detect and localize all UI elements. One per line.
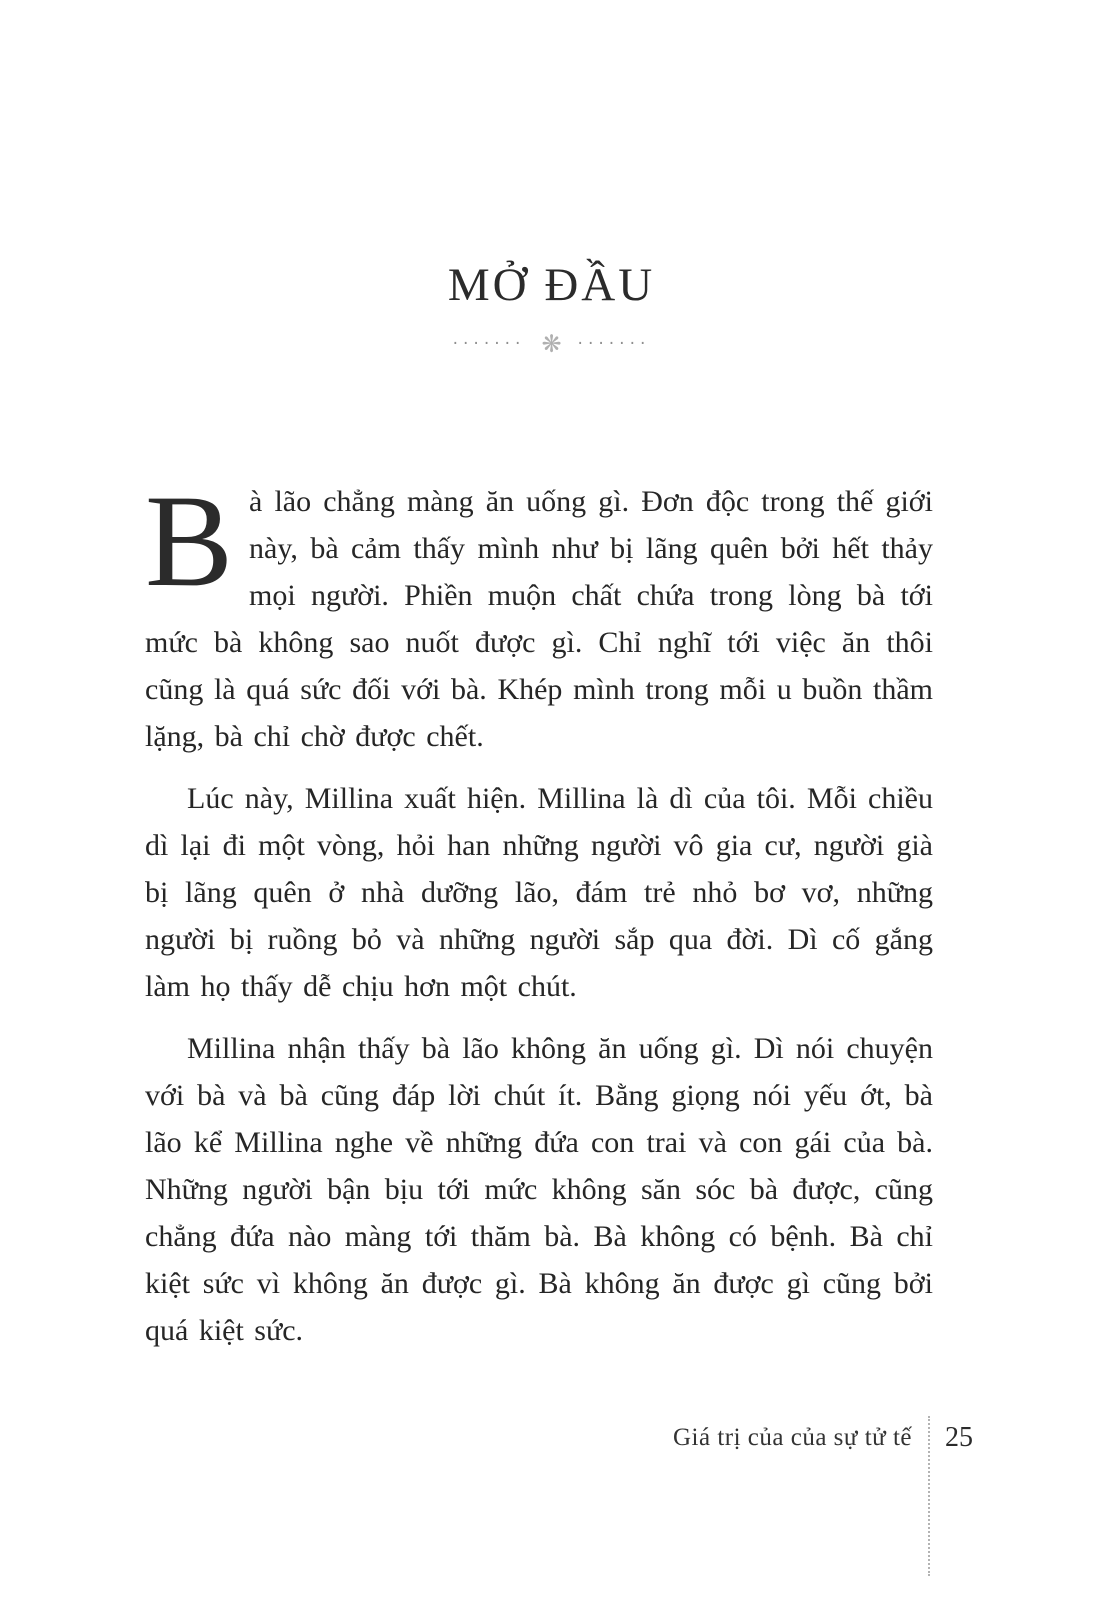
paragraph-1	[145, 467, 933, 760]
ornament-dots-right: ·······	[577, 334, 651, 354]
ornament-dots-left: ·······	[452, 334, 526, 354]
flower-icon: ❋	[541, 330, 562, 358]
running-title: Giá trị của của sự tử tế	[672, 1424, 912, 1451]
body-text	[145, 467, 933, 1369]
page-footer	[673, 1416, 973, 1576]
paragraph-2: Lúc này, Millina xuất hiện. Millina là dì của tôi. Mỗi chiều dì lại đi một vòng, hỏi han những người vô gia cư, người già bị lãng quên ở nhà dưỡng lão, đám trẻ nhỏ bơ vơ, những người bị ruồng bỏ và những người sắp qua đời. Dì cố gắng làm họ thấy dễ chịu hơn một chút.	[145, 782, 933, 1003]
paragraph-1-text: à lão chẳng màng ăn uống gì. Đơn độc trong thế giới này, bà cảm thấy mình như bị lãng quên bởi hết thảy mọi người. Phiền muộn chất chứa trong lòng bà tới mức bà không sao nuốt được gì. Chỉ nghĩ tới việc ăn thôi cũng là quá sức đối với bà. Khép mình trong mỗi u buồn thầm lặng, bà chỉ chờ được chết.	[145, 485, 933, 753]
chapter-title: MỞ ĐẦU	[447, 259, 656, 311]
ornament-divider	[0, 330, 1103, 358]
paragraph-3: Millina nhận thấy bà lão không ăn uống gì. Dì nói chuyện với bà và bà cũng đáp lời chút ít. Bằng giọng nói yếu ớt, bà lão kể Millina nghe về những đứa con trai và con gái của bà. Những người bận bịu tới mức không săn sóc bà được, cũng chẳng đứa nào màng tới thăm bà. Bà không có bệnh. Bà chỉ kiệt sức vì không ăn được gì. Bà không ăn được gì cũng bởi quá kiệt sức.	[145, 1032, 933, 1347]
page-number: 25	[945, 1422, 973, 1453]
dropcap-letter: B	[145, 467, 234, 614]
footer-dotted-divider	[928, 1416, 930, 1576]
